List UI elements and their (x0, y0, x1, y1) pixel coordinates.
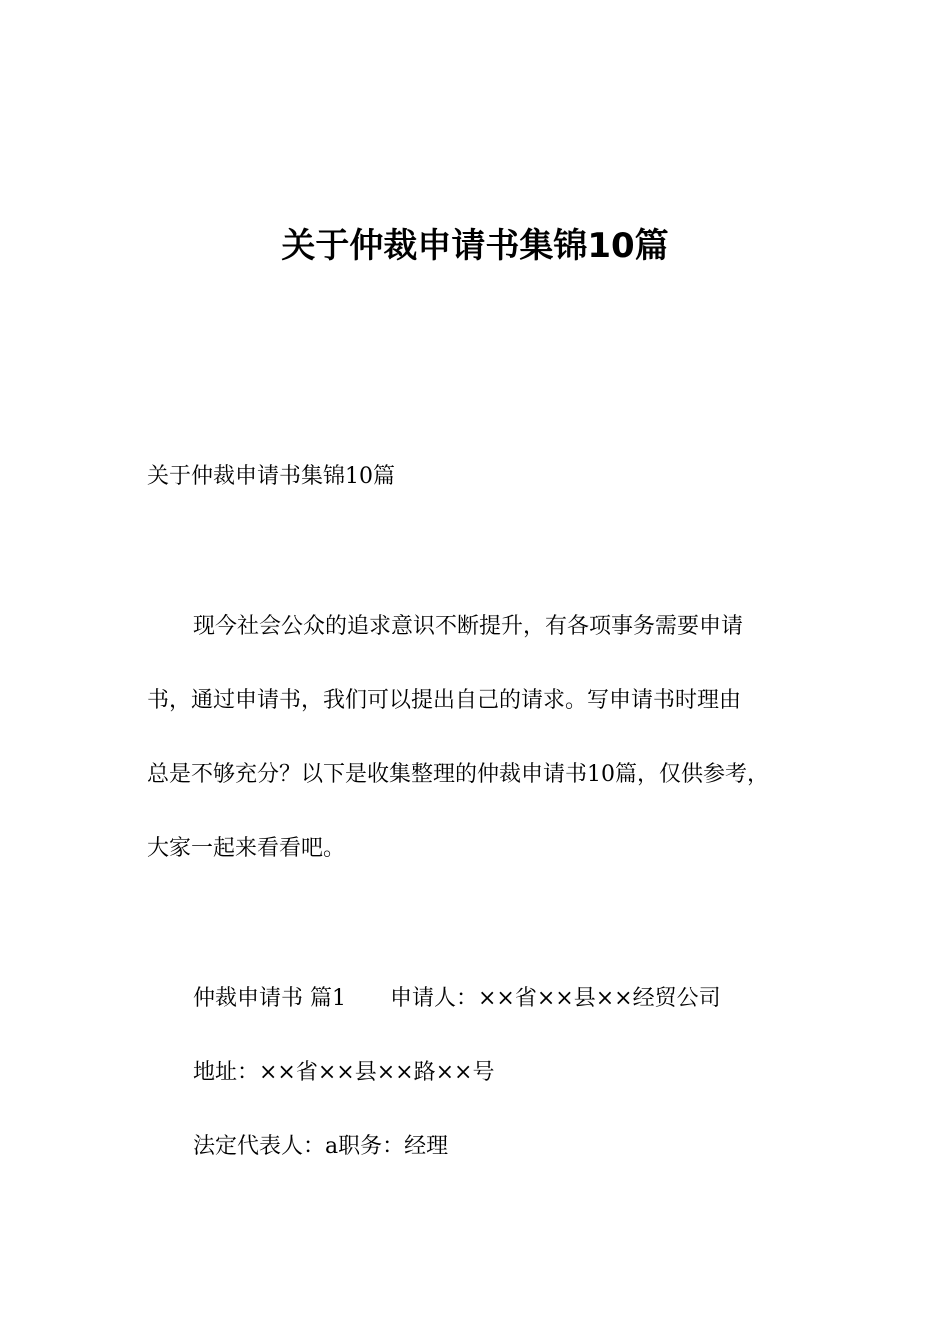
document-title: 关于仲裁申请书集锦10篇 (281, 226, 669, 266)
applicant-line: 申请人：××省××县××经贸公司 (390, 986, 721, 1011)
intro-line-1: 现今社会公众的追求意识不断提升，有各项事务需要申请 (193, 614, 744, 639)
document-subtitle: 关于仲裁申请书集锦10篇 (147, 464, 395, 489)
intro-line-2: 书，通过申请书，我们可以提出自己的请求。写申请书时理由 (147, 688, 742, 713)
address-line: 地址：××省××县××路××号 (193, 1060, 495, 1085)
intro-line-3: 总是不够充分？以下是收集整理的仲裁申请书10篇，仅供参考， (147, 762, 769, 787)
legal-representative-line: 法定代表人：a职务：经理 (193, 1134, 449, 1159)
section-heading-line (193, 983, 721, 1015)
section-heading: 仲裁申请书 篇1 (193, 986, 346, 1011)
intro-line-4: 大家一起来看看吧。 (147, 836, 346, 861)
